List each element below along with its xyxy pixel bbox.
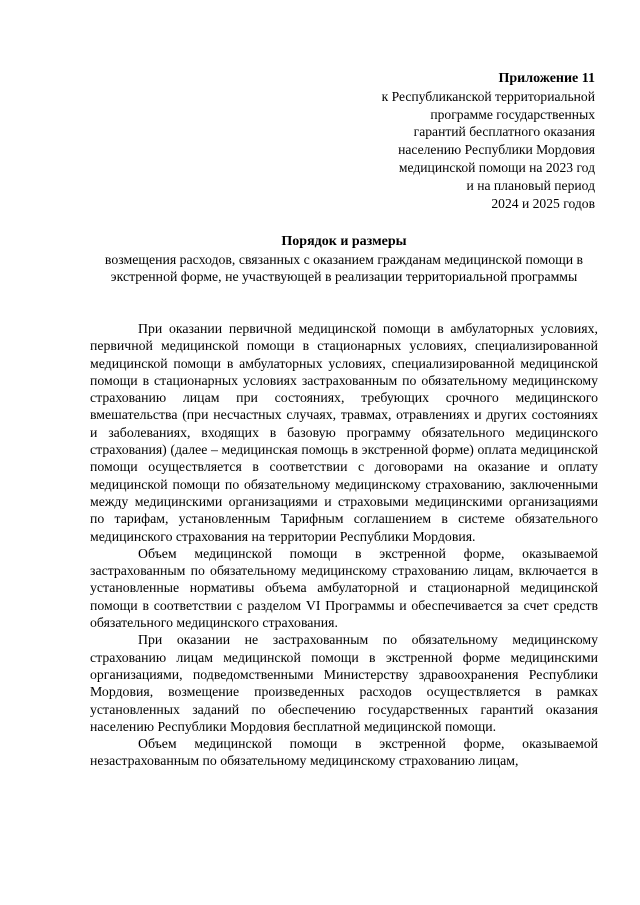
appendix-line: программе государственных xyxy=(430,106,595,122)
appendix-line: 2024 и 2025 годов xyxy=(491,195,595,211)
body-paragraph: Объем медицинской помощи в экстренной форме, оказываемой застрахованным по обязательному медицинскому страхованию лицам, включается в установленные нормативы объема амбулаторной и стационарной медицинской помощи в соответствии с разделом VI Программы и обеспечивается за счет средств обязательного медицинского страхования. xyxy=(90,545,598,631)
appendix-line: и на плановый период xyxy=(466,177,595,193)
appendix-heading: Приложение 11 xyxy=(498,71,595,86)
body-paragraph: Объем медицинской помощи в экстренной форме, оказываемой незастрахованным по обязательному медицинскому страхованию лицам, xyxy=(90,736,598,769)
appendix-line: к Республиканской территориальной xyxy=(381,88,595,104)
appendix-line: медицинской помощи на 2023 год xyxy=(398,159,595,175)
document-title-block xyxy=(90,233,598,286)
document-title: Порядок и размеры xyxy=(281,234,407,249)
body-paragraph: При оказании не застрахованным по обязательному медицинскому страхованию лицам медицинской помощи в экстренной форме медицинскими организациями, подведомственными Министерству здравоохранения Республики Мордовия, возмещение произведенных расходов осуществляется в рамках установленных заданий по обеспечению государственных гарантий оказания населению Республики Мордовия бесплатной медицинской помощи. xyxy=(90,632,598,734)
document-subtitle: возмещения расходов, связанных с оказанием гражданам медицинской помощи в экстренной форме, не участвующей в реализации территориальной программы xyxy=(104,251,584,285)
appendix-line: населению Республики Мордовия xyxy=(398,142,595,158)
appendix-header xyxy=(382,70,595,212)
body-paragraph: При оказании первичной медицинской помощи в амбулаторных условиях, первичной медицинской помощи в стационарных условиях, специализированной медицинской помощи в амбулаторных условиях, специализированной медицинской помощи в стационарных условиях застрахованным по обязательному медицинскому страхованию лицам при состояниях, требующих срочного медицинского вмешательства (при несчастных случаях, травмах, отравлениях и других состояниях и заболеваниях, входящих в базовую программу обязательного медицинского страхования) (далее – медицинская помощь в экстренной форме) оплата медицинской помощи осуществляется в соответствии с договорами на оказание и оплату медицинской помощи по обязательному медицинскому страхованию, заключенными между медицинскими организациями и страховыми медицинскими организациями по тарифам, установленным Тарифным соглашением в системе обязательного медицинского страхования на территории Республики Мордовия. xyxy=(90,321,598,544)
document-body xyxy=(90,320,598,770)
appendix-line: гарантий бесплатного оказания xyxy=(413,124,595,140)
